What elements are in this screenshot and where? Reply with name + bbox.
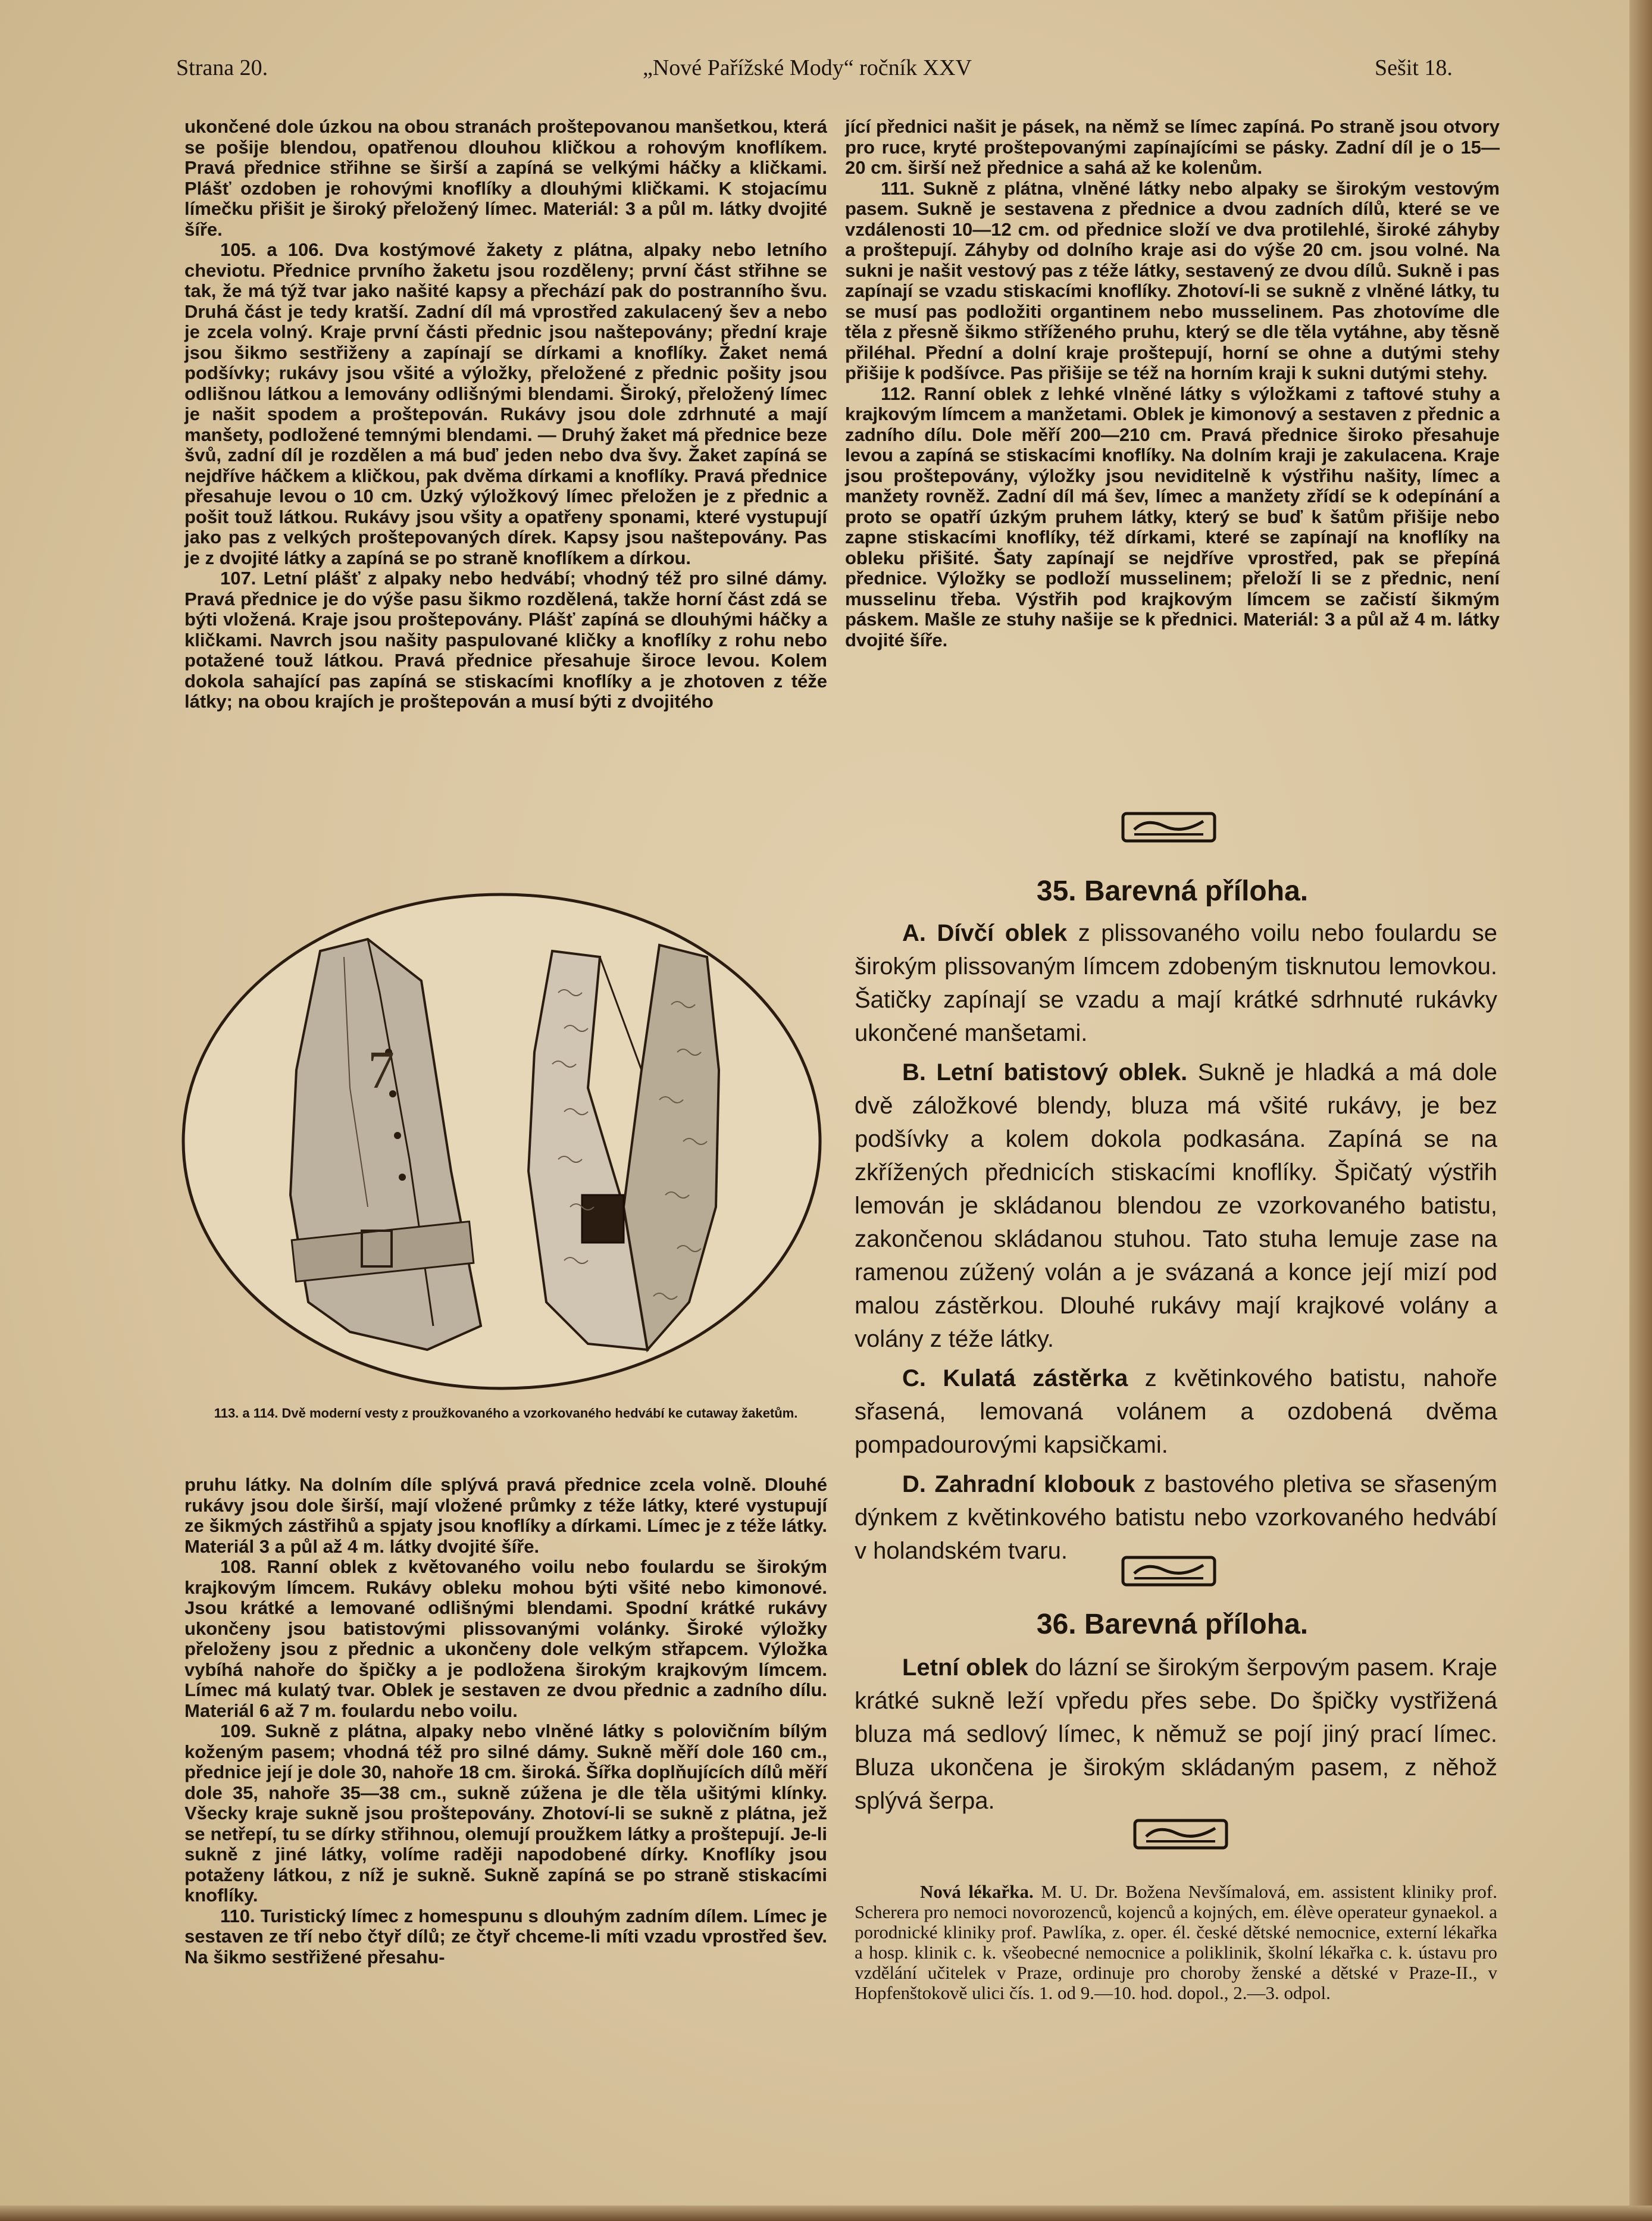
- running-header: [0, 55, 1652, 90]
- paragraph: jící přednici našit je pásek, na němž se límec zapíná. Po straně jsou otvory pro ruce, kryté proštepovanými zapínajícími se pásky. Zadní díl je o 15—20 cm. širší než přednice a sahá až ke kolenům.: [845, 116, 1500, 178]
- item-b-text: Sukně je hladká a má dole dvě záložkové blendy, bluza má všité rukávy, je bez podšívky a kolem dokola podkasána. Zapíná se na zkřížených přednicích stiskacími knoflíky. Špičatý výstřih lemován je skládanou blendou ze vzorkovaného batistu, zakončenou skládanou stuhou. Tato stuha lemuje zase na ramenou zúžený volán a je svázaná a konce její mizí pod malou zástěrkou. Dlouhé rukávy mají krajkové volány a volány z téže látky.: [855, 1059, 1497, 1352]
- left-column-top: [184, 117, 827, 712]
- item-c-text: z květinkového batistu, nahoře sřasená, lemovaná volánem a ozdobená dvěma pompadourovými kapsičkami.: [855, 1365, 1497, 1458]
- item-text: z plátna, vlněné látky nebo alpaky se širokým vestovým pasem. Sukně je sestavena z přednice a dvou zadních dílů, které se ve vzdálenosti 10—12 cm. od přednice složí ve dva protilehlé, široké záhyby a proštepují. Záhyby od dolního kraje asi do výše 20 cm. jsou volné. Na sukni je našit vestový pas z téže látky, sestavený ze dvou dílů. Sukně i pas zapínají se vzadu stiskacími knoflíky. Zhotoví-li se sukně z vlněné látky, tu se musí pas podložiti organtinem nebo musselinem. Pas zhotovíme dle těla z přesně šikmo stříženého pruhu, který se dle těla vytáhne, aby těsně přiléhal. Přední a dolní kraje proštepují, horní se ohne a dutými stehy přišije k podšívce. Pas přišije se též na horním kraji k sukni dutými stehy.: [845, 177, 1500, 383]
- paragraph-111: [845, 179, 1500, 384]
- item-number: 109.: [220, 1721, 256, 1741]
- item-b-lead: B. Letní batistový oblek.: [902, 1059, 1188, 1086]
- doctor-notice: [855, 1882, 1497, 2003]
- section-35-title: 35. Barevná příloha.: [1036, 875, 1309, 907]
- vest-number-label: 7: [368, 1041, 395, 1100]
- paragraph: ukončené dole úzkou na obou stranách proštepovanou manšetkou, která se pošije blendou, opatřenou dlouhou kličkou a rohovým knoflíkem. Pravá přednice střihne se širší a zapíná se velkými háčky a kličkami. Plášť ozdoben je rohovými knoflíky a dlouhými kličkami. K stojacímu límečku přišit je široký přeložený límec. Materiál: 3 a půl m. látky dvojité šíře.: [184, 116, 827, 240]
- paragraph-109: [184, 1721, 827, 1906]
- section-36-paragraph: [855, 1651, 1497, 1818]
- item-text: z alpaky nebo hedvábí; vhodný též pro silné dámy. Pravá přednice je do výše pasu šikmo rozdělená, takže horní část zdá se býti vložená. Kraje jsou proštepovány. Plášť zapíná se dlouhými háčky a kličkami. Navrch jsou našity paspulované kličky a knoflíky z rohu nebo potažené touž látkou. Pravá přednice přesahuje široce levou. Kolem dokola sahající pas zapíná se stiskacími knoflíky a je zhotoven z téže látky; na obou krajích je proštepován a musí býti z dvojitého: [184, 568, 827, 712]
- item-number: 111.: [881, 177, 915, 199]
- paragraph-112: [845, 384, 1500, 651]
- item-lead: Sukně: [922, 177, 978, 199]
- notice-lead: Nová lékařka.: [920, 1881, 1034, 1902]
- item-a: [855, 916, 1497, 1050]
- item-text: z květovaného voilu nebo foulardu se širokým krajkovým límcem. Rukávy obleku mohou býti všité nebo kimonové. Jsou krátké a lemované odlišnými blendami. Spodní krátké rukávy ukončeny jsou batistovými plissovanými volánky. Široké výložky přeloženy jsou z přednic a ukončeny dole velkým střapcem. Výložka vybíhá nahoře do špičky a je podložena širokým krajkovým límcem. Límec má kulatý tvar. Oblek je sestaven ze dvou přednic a zadního dílu. Materiál 6 až 7 m. foulardu nebo voilu.: [184, 1556, 827, 1721]
- item-number: 112.: [881, 383, 916, 404]
- vest-illustration: [171, 874, 832, 1409]
- journal-title: „Nové Pařížské Mody“ ročník XXV: [643, 55, 972, 80]
- paragraph-105-106: [184, 240, 827, 568]
- item-a-lead: A. Dívčí oblek: [902, 920, 1068, 946]
- ornament-divider: [1121, 812, 1216, 843]
- item-text: z plátna, alpaky nebo vlněné látky s polovičním bílým koženým pasem; vhodná též pro silné dámy. Sukně měří dole 160 cm., přednice její je dole 30, nahoře 18 cm. široká. Šířka doplňujících dílů měří dole 35, nahoře 35—38 cm., sukně zúžena je dle těla ušitými klínky. Všecky kraje sukně jsou proštepovány. Zhotoví-li se sukně z plátna, jež se netřepí, tu se dírky střihnou, olemují proužkem látky a proštepují. Je-li sukně z jiné látky, volíme raději napodobené dírky. Knoflíky jsou potaženy látkou, z níž je sukně. Sukně zapíná se po straně stiskacími knoflíky.: [184, 1721, 827, 1906]
- issue-number: Sešit 18.: [1375, 55, 1453, 80]
- notice-paragraph: [855, 1882, 1497, 2003]
- item-lead: Letní plášť: [263, 568, 361, 589]
- item-lead: Ranní oblek: [267, 1556, 377, 1577]
- item-c: [855, 1362, 1497, 1462]
- left-column-bottom: [184, 1475, 827, 1967]
- paragraph-108: [184, 1557, 827, 1721]
- paragraph: pruhu látky. Na dolním díle splývá pravá přednice zcela volně. Dlouhé rukávy jsou dole širší, mají vložené průmky z téže látky, které vystupují ze šikmých zástřihů a spjaty jsou knoflíky a dírkami. Límec je z téže látky. Materiál 3 a půl až 4 m. látky dvojité šíře.: [184, 1474, 827, 1557]
- vests-drawing: [171, 874, 832, 1409]
- item-number: 108.: [220, 1556, 256, 1577]
- page-number: Strana 20.: [176, 55, 268, 80]
- ornament-divider: [1121, 1556, 1216, 1587]
- oval-frame: [183, 894, 820, 1388]
- figure-caption: 113. a 114. Dvě moderní vesty z proužkovaného a vzorkovaného hedvábí ke cutaway žaketům.: [214, 1406, 798, 1421]
- notice-text: M. U. Dr. Božena Nevšímalová, em. assistent kliniky prof. Scherera pro nemoci novorozenců, kojenců a kojných, em. élève operateur gynaekol. a porodnické kliniky prof. Pawlíka, z. oper. él. české dětské nemocnice, externí lékařka a hosp. klinik c. k. všeobecné nemocnice a poliklinik, školní lékařka c. k. ústavu pro vzdělání učitelek v Praze, ordinuje pro choroby ženské a dětské v Praze-II., v Hopfenštokově ulici čís. 1. od 9.—10. hod. dopol., 2.—3. odpol.: [855, 1881, 1498, 2003]
- item-text: z lehké vlněné látky s výložkami z taftové stuhy a krajkovým límcem a manžetami. Oblek je kimonový a sestaven z přednic a zadního dílu. Dole měří 200—210 cm. Pravá přednice široko přesahuje levou a zapíná se stiskacími knoflíky. Na dolním kraji je zakulacena. Kraje jsou proštepovány, výložky jsou neviditelně k výstřihu našity, límec a manžety rovněž. Zadní díl má šev, límec a manžety zřídí se k odepínání a proto se opatří úzkým pruhem látky, který se buď k šatům přišije nebo zapne stiskacími knoflíky, též dírkami, které se zapínají na knoflíky na obleku přišité. Šaty zapínají se nejdříve vprostřed, pak se přepíná přednice. Výložky se podloží musselinem; přeloží li se z přednic, není musselinu třeba. Výstřih pod krajkovým límcem se začistí šikmým páskem. Mašle ze stuhy našije se k přednici. Materiál: 3 a půl až 4 m. látky dvojité šíře.: [845, 383, 1500, 650]
- item-text: z plátna, alpaky nebo letního cheviotu. Přednice prvního žaketu jsou rozděleny; první část střihne se tak, že má týž tvar jako našité kapsy a přechází pak do postranního švu. Druhá část je tedy kratší. Zadní díl má vprostřed zakulacený šev a nebo je zcela volný. Kraje první části přednic jsou naštepovány; přední kraje jsou šikmo sestřiženy a zapínají se dírkami a knoflíky. Žaket nemá podšívky; rukávy jsou všité a výložky, přeložené z přednic pošity jsou odlišnou látkou a lemovány odlišnými blendami. Široký, přeložený límec je našit spodem a proštepován. Rukávy jsou dole zdrhnuté a mají manšety, podložené temnými blendami. — Druhý žaket má přednice beze švů, zadní díl je rozdělen a má buď jeden nebo dva švy. Žaket zapíná se nejdříve háčkem a kličkou, pak dvěma dírkami a knoflíky. Pravá přednice přesahuje levou o 10 cm. Úzký výložkový límec přeložen je z přednic a pošit touž látkou. Rukávy jsou všity a opatřeny sponami, které vystupují jako pas z velkých proštepovaných dírek. Kapsy jsou naštepovány. Pas je z dvojité látky a zapíná se po straně knoflíkem a dírkou.: [184, 239, 827, 568]
- section-36-text: do lázní se širokým šerpovým pasem. Kraje krátké sukně leží vpředu přes sebe. Do špičky vystřižená bluza má sedlový límec, k němuž se pojí jiný prací límec. Bluza ukončena je širokým skládaným pasem, z něhož splývá šerpa.: [855, 1654, 1497, 1814]
- section-35-body: [855, 916, 1497, 1574]
- section-36-lead: Letní oblek: [902, 1654, 1028, 1681]
- item-b: [855, 1056, 1497, 1356]
- section-36-body: [855, 1651, 1497, 1823]
- page-edge-bottom: [0, 2206, 1652, 2221]
- item-lead: Dva kostýmové žakety: [334, 239, 543, 260]
- item-lead: Turistický límec: [260, 1905, 399, 1926]
- page-edge-right: [1629, 0, 1652, 2221]
- item-c-lead: C. Kulatá zástěrka: [902, 1365, 1128, 1391]
- item-number: 105. a 106.: [220, 239, 324, 260]
- item-d-lead: D. Zahradní klobouk: [902, 1471, 1135, 1497]
- paragraph-110: [184, 1906, 827, 1968]
- item-d: [855, 1468, 1497, 1568]
- section-36-title: 36. Barevná příloha.: [1036, 1609, 1309, 1640]
- item-lead: Sukně: [265, 1721, 321, 1741]
- ornament-divider: [1133, 1819, 1228, 1850]
- paragraph-107: [184, 568, 827, 712]
- right-column-top: [845, 117, 1500, 650]
- item-text: z homespunu s dlouhým zadním dílem. Límec je sestaven ze tří nebo čtyř dílů; ze čtyř chceme-li míti vzadu vprostřed šev. Na šikmo sestřižené přesahu-: [184, 1905, 827, 1967]
- item-number: 107.: [220, 568, 256, 589]
- item-lead: Ranní oblek: [924, 383, 1032, 404]
- item-d-text: z bastového pletiva se sřaseným dýnkem z květinkového batistu nebo vzorkovaného hedvábí v holandském tvaru.: [855, 1471, 1497, 1564]
- item-number: 110.: [220, 1905, 255, 1926]
- item-a-text: z plissovaného voilu nebo foulardu se širokým plissovaným límcem zdobeným tisknutou lemovkou. Šatičky zapínají se vzadu a mají krátké sdrhnuté rukávky ukončené manšetami.: [855, 920, 1497, 1046]
